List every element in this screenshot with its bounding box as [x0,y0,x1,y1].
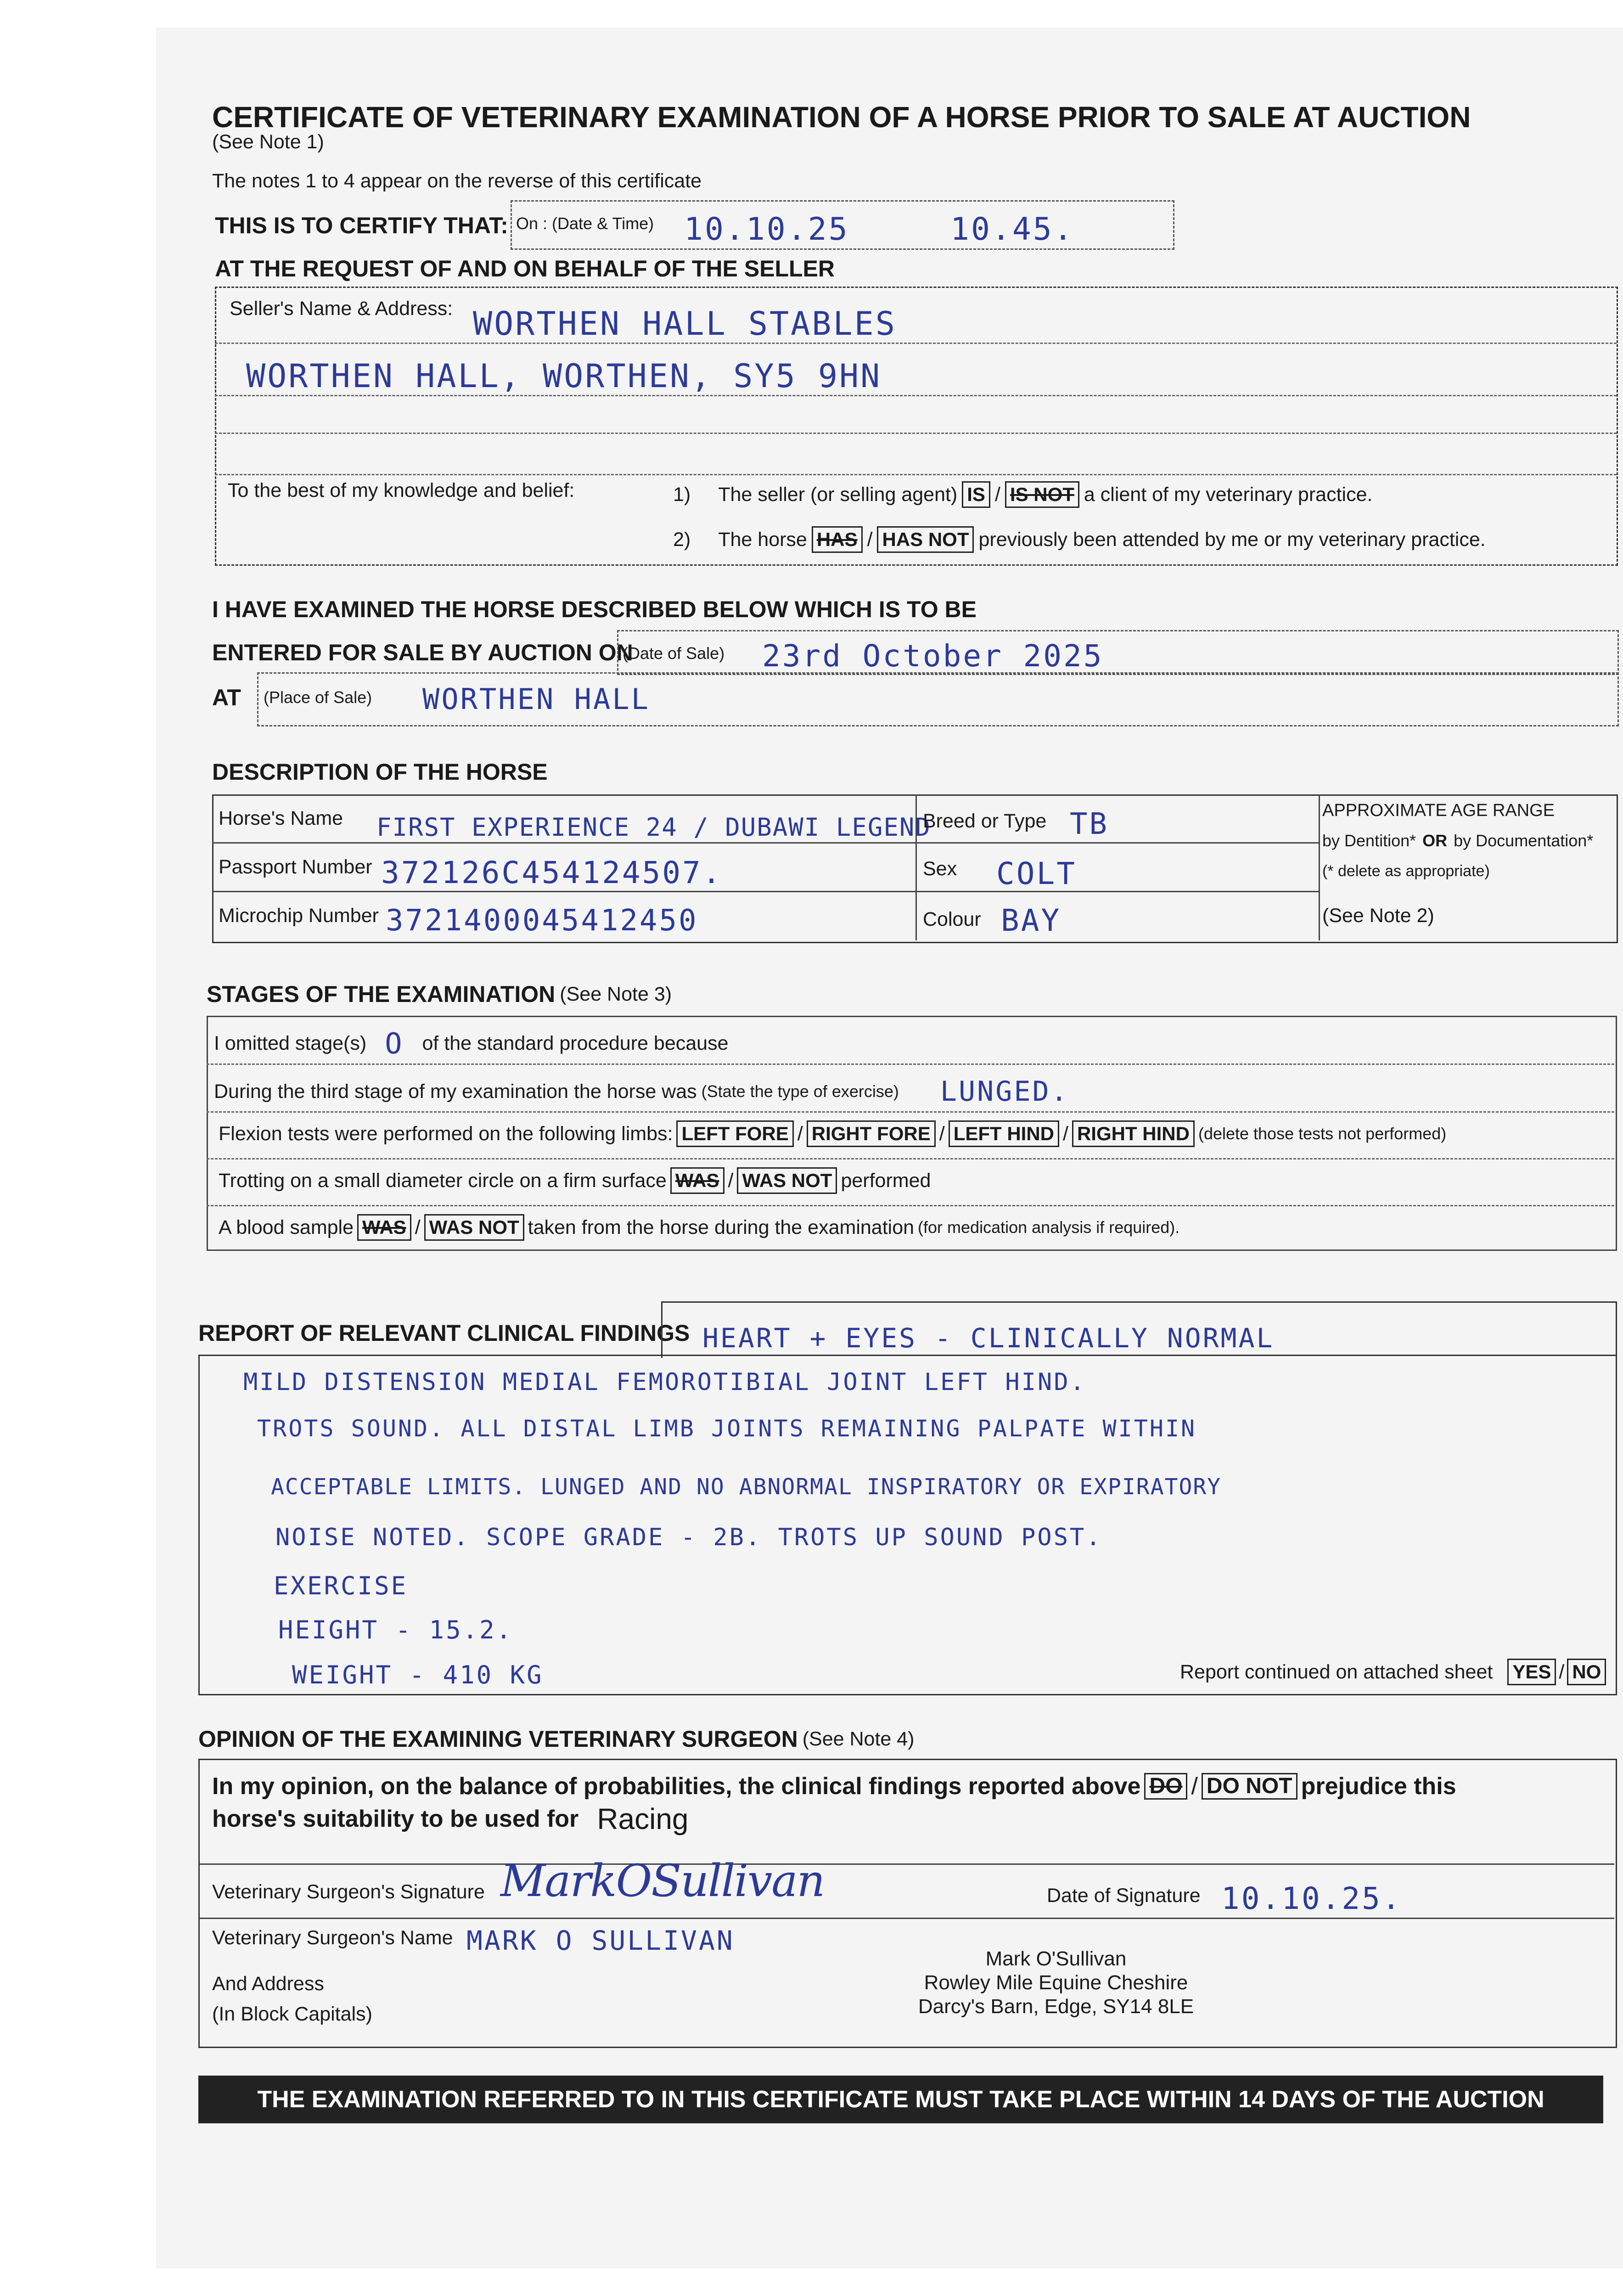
certificate-title: CERTIFICATE OF VETERINARY EXAMINATION OF A HORSE PRIOR TO SALE AT AUCTION [212,101,1471,134]
blood-was-option[interactable]: WAS [357,1214,411,1241]
report-line-4: ACCEPTABLE LIMITS. LUNGED AND NO ABNORMAL INSPIRATORY OR EXPIRATORY [271,1474,1222,1500]
flexion-row: Flexion tests were performed on the following limbs: LEFT FORE / RIGHT FORE / LEFT HIND / RIGHT HIND (delete those tests not performed) [219,1120,1446,1147]
opinion-do-not-option[interactable]: DO NOT [1202,1773,1297,1800]
microchip-label: Microchip Number [219,905,379,927]
opinion-line-2: horse's suitability to be used for Racing [212,1802,689,1835]
suitability-use-value: Racing [597,1802,689,1835]
description-heading: DESCRIPTION OF THE HORSE [212,759,548,785]
sex-label: Sex [923,858,957,880]
footer-banner: THE EXAMINATION REFERRED TO IN THIS CERTIFICATE MUST TAKE PLACE WITHIN 14 DAYS OF THE AUCTION [198,2076,1603,2123]
right-hind-option[interactable]: RIGHT HIND [1072,1120,1195,1147]
report-line-5: NOISE NOTED. SCOPE GRADE - 2B. TROTS UP SOUND POST. [275,1524,1102,1551]
see-note-1: (See Note 1) [212,131,324,153]
omitted-row: I omitted stage(s) O of the standard procedure because [214,1027,729,1060]
surgeon-name-label: Veterinary Surgeon's Name [212,1927,453,1949]
has-option[interactable]: HAS [812,526,863,553]
signature-value: MarkOSullivan [500,1855,825,1907]
opinion-line-1: In my opinion, on the balance of probabilities, the clinical findings reported above DO / DO NOT prejudice this [212,1773,1456,1800]
seller-box [215,287,1618,566]
report-line-1: HEART + EYES - CLINICALLY NORMAL [702,1322,1275,1354]
seller-label: Seller's Name & Address: [230,298,453,320]
report-line-7: HEIGHT - 15.2. [278,1615,513,1644]
knowledge-item-2: 2) The horse HAS / HAS NOT previously been attended by me or my veterinary practice. [673,526,1486,553]
exam-time-value: 10.45. [950,211,1074,248]
has-not-option[interactable]: HAS NOT [877,526,974,553]
blood-row: A blood sample WAS / WAS NOT taken from the horse during the examination (for medication analysis if required). [219,1214,1179,1241]
report-heading: REPORT OF RELEVANT CLINICAL FINDINGS [198,1320,690,1346]
date-of-signature-label: Date of Signature [1047,1885,1201,1907]
right-fore-option[interactable]: RIGHT FORE [807,1120,936,1147]
practice-stamp: Mark O'Sullivan Rowley Mile Equine Cheshire Darcy's Barn, Edge, SY14 8LE [918,1947,1194,2018]
seller-address-value: WORTHEN HALL, WORTHEN, SY5 9HN [246,357,882,395]
left-fore-option[interactable]: LEFT FORE [676,1120,793,1147]
request-label: AT THE REQUEST OF AND ON BEHALF OF THE SELLER [215,256,835,281]
breed-value: TB [1070,807,1109,841]
exam-date-value: 10.10.25 [684,211,849,248]
at-label: AT [212,685,241,710]
age-delete-note: (* delete as appropriate) [1322,862,1490,880]
knowledge-item-1: 1) The seller (or selling agent) IS / IS NOT a client of my veterinary practice. [673,481,1372,508]
opinion-heading: OPINION OF THE EXAMINING VETERINARY SURGEON (See Note 4) [198,1726,915,1752]
colour-value: BAY [1001,903,1061,938]
microchip-value: 372140004541245​0 [386,904,698,938]
blood-was-not-option[interactable]: WAS NOT [424,1214,524,1241]
sex-value: COLT [996,856,1077,891]
seller-name-value: WORTHEN HALL STABLES [473,305,897,343]
date-time-label: On : (Date & Time) [516,214,654,233]
surgeon-name-value: MARK O SULLIVAN [466,1925,735,1956]
report-line-3: TROTS SOUND. ALL DISTAL LIMB JOINTS REMAINING PALPATE WITHIN [257,1415,1197,1442]
knowledge-label: To the best of my knowledge and belief: [228,479,575,501]
horse-name-label: Horse's Name [219,807,343,829]
continued-no-option[interactable]: NO [1567,1659,1606,1685]
opinion-do-option[interactable]: DO [1144,1773,1187,1800]
breed-label: Breed or Type [923,810,1047,832]
address-label: And Address [212,1973,324,1995]
signature-label: Veterinary Surgeon's Signature [212,1881,485,1903]
omitted-value: O [385,1027,404,1060]
passport-value: 372126C454124507. [381,855,723,890]
place-of-sale-value: WORTHEN HALL [422,682,650,716]
third-stage-row: During the third stage of my examination the horse was (State the type of exercise) LUNGED. [214,1075,1069,1108]
is-option[interactable]: IS [962,481,990,508]
age-see-note-2: (See Note 2) [1322,905,1434,927]
left-hind-option[interactable]: LEFT HIND [949,1120,1059,1147]
age-range-options: by Dentition* OR by Documentation* [1322,831,1594,850]
report-continued-row: Report continued on attached sheet YES / NO [1180,1659,1606,1685]
stages-heading: STAGES OF THE EXAMINATION (See Note 3) [207,981,672,1007]
place-of-sale-label: (Place of Sale) [264,688,372,707]
colour-label: Colour [923,908,981,930]
trot-was-not-option[interactable]: WAS NOT [737,1167,837,1194]
examined-line-1: I HAVE EXAMINED THE HORSE DESCRIBED BELOW WHICH IS TO BE [212,597,977,622]
notes-line: The notes 1 to 4 appear on the reverse of this certificate [212,170,702,192]
report-line-2: MILD DISTENSION MEDIAL FEMOROTIBIAL JOINT LEFT HIND. [243,1368,1086,1396]
date-of-sale-value: 23rd October 2025 [762,638,1104,674]
horse-name-value: FIRST EXPERIENCE 24 / DUBAWI LEGEND [376,813,931,842]
trotting-row: Trotting on a small diameter circle on a firm surface WAS / WAS NOT performed [219,1167,931,1194]
examined-line-2: ENTERED FOR SALE BY AUCTION ON [212,640,633,665]
report-line-6: EXERCISE [274,1571,408,1600]
block-capitals-label: (In Block Capitals) [212,2003,372,2025]
age-range-title: APPROXIMATE AGE RANGE [1322,801,1555,820]
certify-label: THIS IS TO CERTIFY THAT: [215,213,508,238]
passport-label: Passport Number [219,856,372,878]
date-of-signature-value: 10.10.25. [1221,1881,1402,1916]
date-of-sale-label: (Date of Sale) [623,644,725,663]
third-stage-value: LUNGED. [940,1075,1069,1108]
report-line-8: WEIGHT - 410 KG [292,1660,544,1689]
continued-yes-option[interactable]: YES [1507,1659,1556,1685]
is-not-option[interactable]: IS NOT [1005,481,1079,508]
trot-was-option[interactable]: WAS [670,1167,724,1194]
